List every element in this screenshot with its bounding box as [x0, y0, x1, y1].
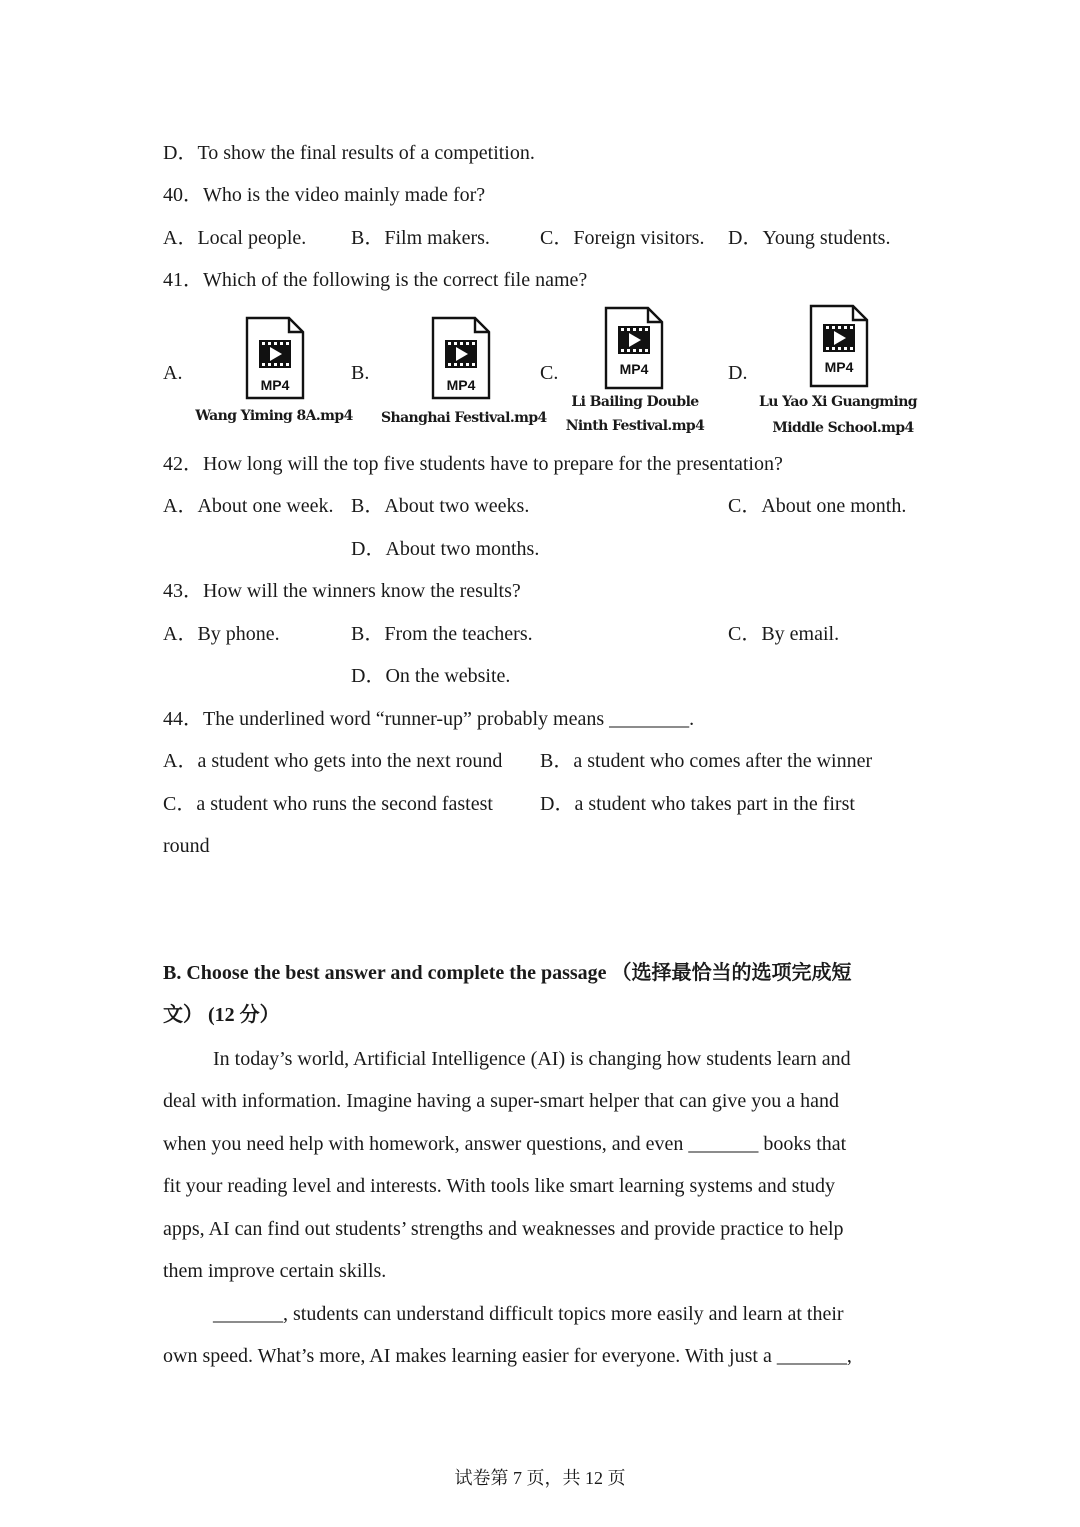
passage-line: apps, AI can find out students’ strengths and weaknesses and provide practice to help — [163, 1218, 844, 1240]
q44-question: 44．The underlined word “runner-up” probably means ________. — [163, 708, 695, 730]
q43-option-b: B．From the teachers. — [351, 623, 533, 645]
passage-line: own speed. What’s more, AI makes learning easier for everyone. With just a _______, — [163, 1345, 852, 1367]
q44-option-a: A．a student who gets into the next round — [163, 750, 503, 772]
passage-line: when you need help with homework, answer questions, and even _______ books that — [163, 1133, 847, 1155]
q39-option-d: D．To show the final results of a competition. — [163, 142, 535, 164]
q41-letter-b: B. — [351, 362, 370, 384]
q42-option-b: B．About two weeks. — [351, 495, 530, 517]
passage-line: deal with information. Imagine having a super-smart helper that can give you a hand — [163, 1090, 840, 1112]
file-name-b: Shanghai Festival.mp4 — [381, 410, 547, 426]
passage-line: _______, students can understand difficult topics more easily and learn at their — [213, 1303, 844, 1325]
q44-option-d-continued: round — [163, 835, 210, 857]
q43-option-a: A．By phone. — [163, 623, 280, 645]
q40-question: 40．Who is the video mainly made for? — [163, 184, 486, 206]
section-b-heading-line1: B. Choose the best answer and complete the passage （选择最恰当的选项完成短 — [163, 962, 852, 984]
mp4-file-icon — [431, 316, 491, 400]
q42-option-a: A．About one week. — [163, 495, 334, 517]
file-name-d-line2: Middle School.mp4 — [772, 420, 914, 436]
q40-option-a: A．Local people. — [163, 227, 307, 249]
mp4-file-icon — [809, 304, 869, 388]
svg-text:MP4: MP4 — [260, 377, 290, 393]
q40-option-c: C．Foreign visitors. — [540, 227, 705, 249]
q43-question: 43．How will the winners know the results? — [163, 580, 521, 602]
q44-option-d: D．a student who takes part in the first — [540, 793, 855, 815]
q42-question: 42．How long will the top five students have to prepare for the presentation? — [163, 453, 783, 475]
svg-text:MP4: MP4 — [824, 359, 854, 375]
file-name-c-line1: Li Bailing Double — [571, 394, 699, 410]
q40-option-b: B．Film makers. — [351, 227, 490, 249]
mp4-file-icon — [604, 306, 664, 390]
svg-text:MP4: MP4 — [446, 377, 476, 393]
q44-option-c: C．a student who runs the second fastest — [163, 793, 493, 815]
q43-option-d: D．On the website. — [351, 665, 511, 687]
section-b-heading-line2: 文） (12 分） — [163, 1004, 280, 1026]
q40-option-d: D．Young students. — [728, 227, 891, 249]
mp4-file-icon — [245, 316, 305, 400]
q42-option-c: C．About one month. — [728, 495, 907, 517]
q41-letter-c: C. — [540, 362, 559, 384]
passage-line: In today’s world, Artificial Intelligence (AI) is changing how students learn and — [213, 1048, 851, 1070]
q42-option-d: D．About two months. — [351, 538, 540, 560]
passage-line: them improve certain skills. — [163, 1260, 387, 1282]
q44-option-b: B．a student who comes after the winner — [540, 750, 873, 772]
q41-letter-a: A. — [163, 362, 183, 384]
file-name-d-line1: Lu Yao Xi Guangming — [758, 394, 917, 410]
svg-text:MP4: MP4 — [619, 361, 649, 377]
q41-question: 41．Which of the following is the correct file name? — [163, 269, 588, 291]
q41-letter-d: D. — [728, 362, 748, 384]
passage-line: fit your reading level and interests. With tools like smart learning systems and study — [163, 1175, 836, 1197]
file-name-a: Wang Yiming 8A.mp4 — [195, 408, 353, 424]
page-footer: 试卷第 7 页，共 12 页 — [454, 1468, 626, 1488]
q43-option-c: C．By email. — [728, 623, 840, 645]
file-name-c-line2: Ninth Festival.mp4 — [565, 418, 705, 434]
